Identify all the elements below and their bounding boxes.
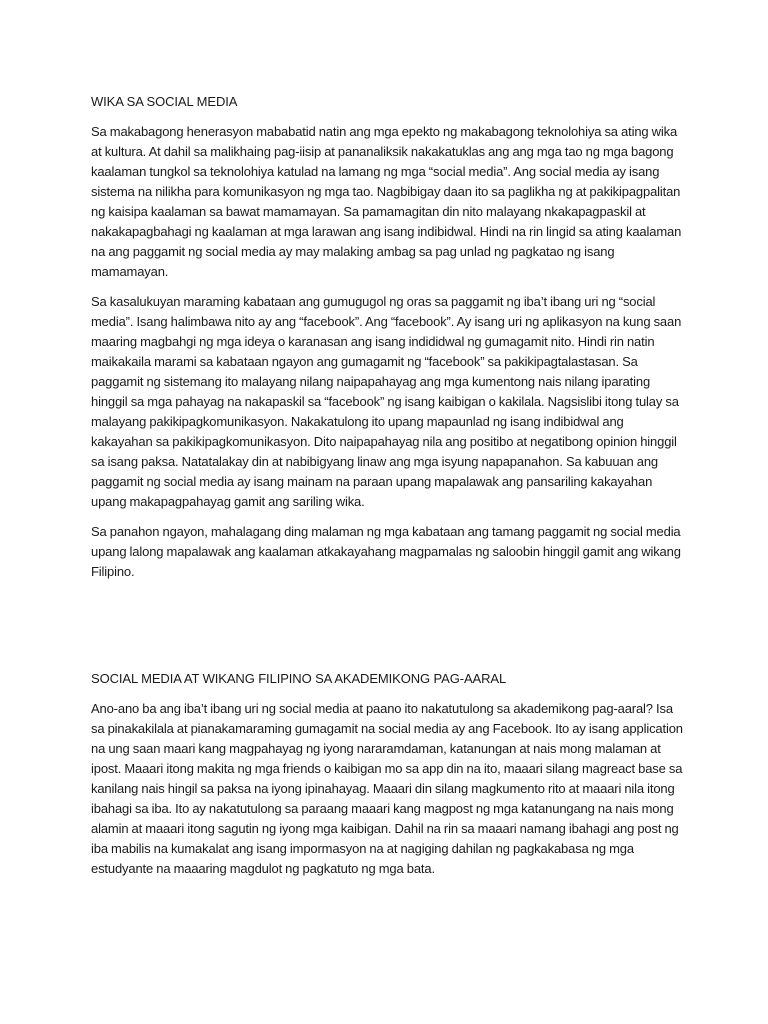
- paragraph: Sa panahon ngayon, mahalagang ding malaman ng mga kabataan ang tamang paggamit ng social media upang lalong mapalawak ang kaalaman atkakayahang magpamalas ng saloobin hinggil gamit ang wikang Filipino.: [91, 524, 681, 579]
- paragraph: Sa kasalukuyan maraming kabataan ang gumugugol ng oras sa paggamit ng iba’t ibang uri ng “social media”. Isang halimbawa nito ay ang “facebook”. Ang “facebook”. Ay isang uri ng aplikasyon na kung saan maaring magbahgi ng mga ideya o karanasan ang isang indididwal ng gumagamit nito. Hindi rin natin maikakaila marami sa kabataan ngayon ang gumagamit ng “facebook” sa pakikipagtalastasan. Sa paggamit ng sistemang ito malayang nilang naipapahayag ang mga kumentong nais nilang iparating hinggil sa mga pahayag na nakapaskil sa “facebook” ng isang kaibigan o kakilala. Nagsislibi itong tulay sa malayang pakikipagkomunikasyon. Nakakatulong ito upang mapaunlad ng isang indibidwal ang kakayahan sa pakikipagkomunikasyon. Dito naipapahayag nila ang positibo at negatibong opinion hinggil sa isang paksa. Natatalakay din at nabibigyang linaw ang mga isyung napapanahon. Sa kabuuan ang paggamit ng social media ay isang mainam na paraan upang mapalawak ang pansariling kakayahan upang makapagpahayag gamit ang sariling wika.: [91, 294, 682, 509]
- section-heading: WIKA SA SOCIAL MEDIA: [91, 94, 238, 109]
- paragraph: Ano-ano ba ang iba’t ibang uri ng social media at paano ito nakatutulong sa akademikong pag-aaral? Isa sa pinakakilala at pianakamaraming gumagamit na social media ay ang Facebook. Ito ay isang application na ung saan maari kang magpahayag ng iyong nararamdaman, katanungan at nais mong malaman at ipost. Maaari itong makita ng mga friends o kaibigan mo sa app din na ito, maaari silang magreact base sa kanilang nais hingil sa paksa na iyong ipinahayag. Maaari din silang magkumento rito at maaari nila itong ibahagi sa iba. Ito ay nakatutulong sa paraang maaari kang magpost ng mga katanungang na nais mong alamin at maaari itong sagutin ng iyong mga kaibigan. Dahil na rin sa maaari namang ibahagi ang post ng iba mabilis na kumakalat ang isang impormasyon na at nagiging dahilan ng pagkakabasa ng mga estudyante na maaaring magdulot ng pagkatuto ng mga bata.: [91, 701, 683, 876]
- section-wika-sa-social-media: [91, 92, 686, 592]
- section-heading: SOCIAL MEDIA AT WIKANG FILIPINO SA AKADEMIKONG PAG-AARAL: [91, 671, 507, 686]
- section-social-media-akademiko: [91, 669, 686, 889]
- paragraph: Sa makabagong henerasyon mababatid natin ang mga epekto ng makabagong teknolohiya sa ating wika at kultura. At dahil sa malikhaing pag-iisip at pananaliksik nakakatuklas ang ang mga tao ng mga bagong kaalaman tungkol sa teknolohiya katulad na lamang ng mga “social media”. Ang social media ay isang sistema na nilikha para komunikasyon ng mga tao. Nagbibigay daan ito sa paglikha ng at pakikipagpalitan ng kaisipa kaalaman sa bawat mamamayan. Sa pamamagitan din nito malayang nkakapagpaskil at nakakapagbahagi ng kaalaman at mga larawan ang isang indibidwal. Hindi na rin lingid sa ating kaalaman na ang paggamit ng social media ay may malaking ambag sa pag unlad ng pagkatao ng isang mamamayan.: [91, 124, 682, 279]
